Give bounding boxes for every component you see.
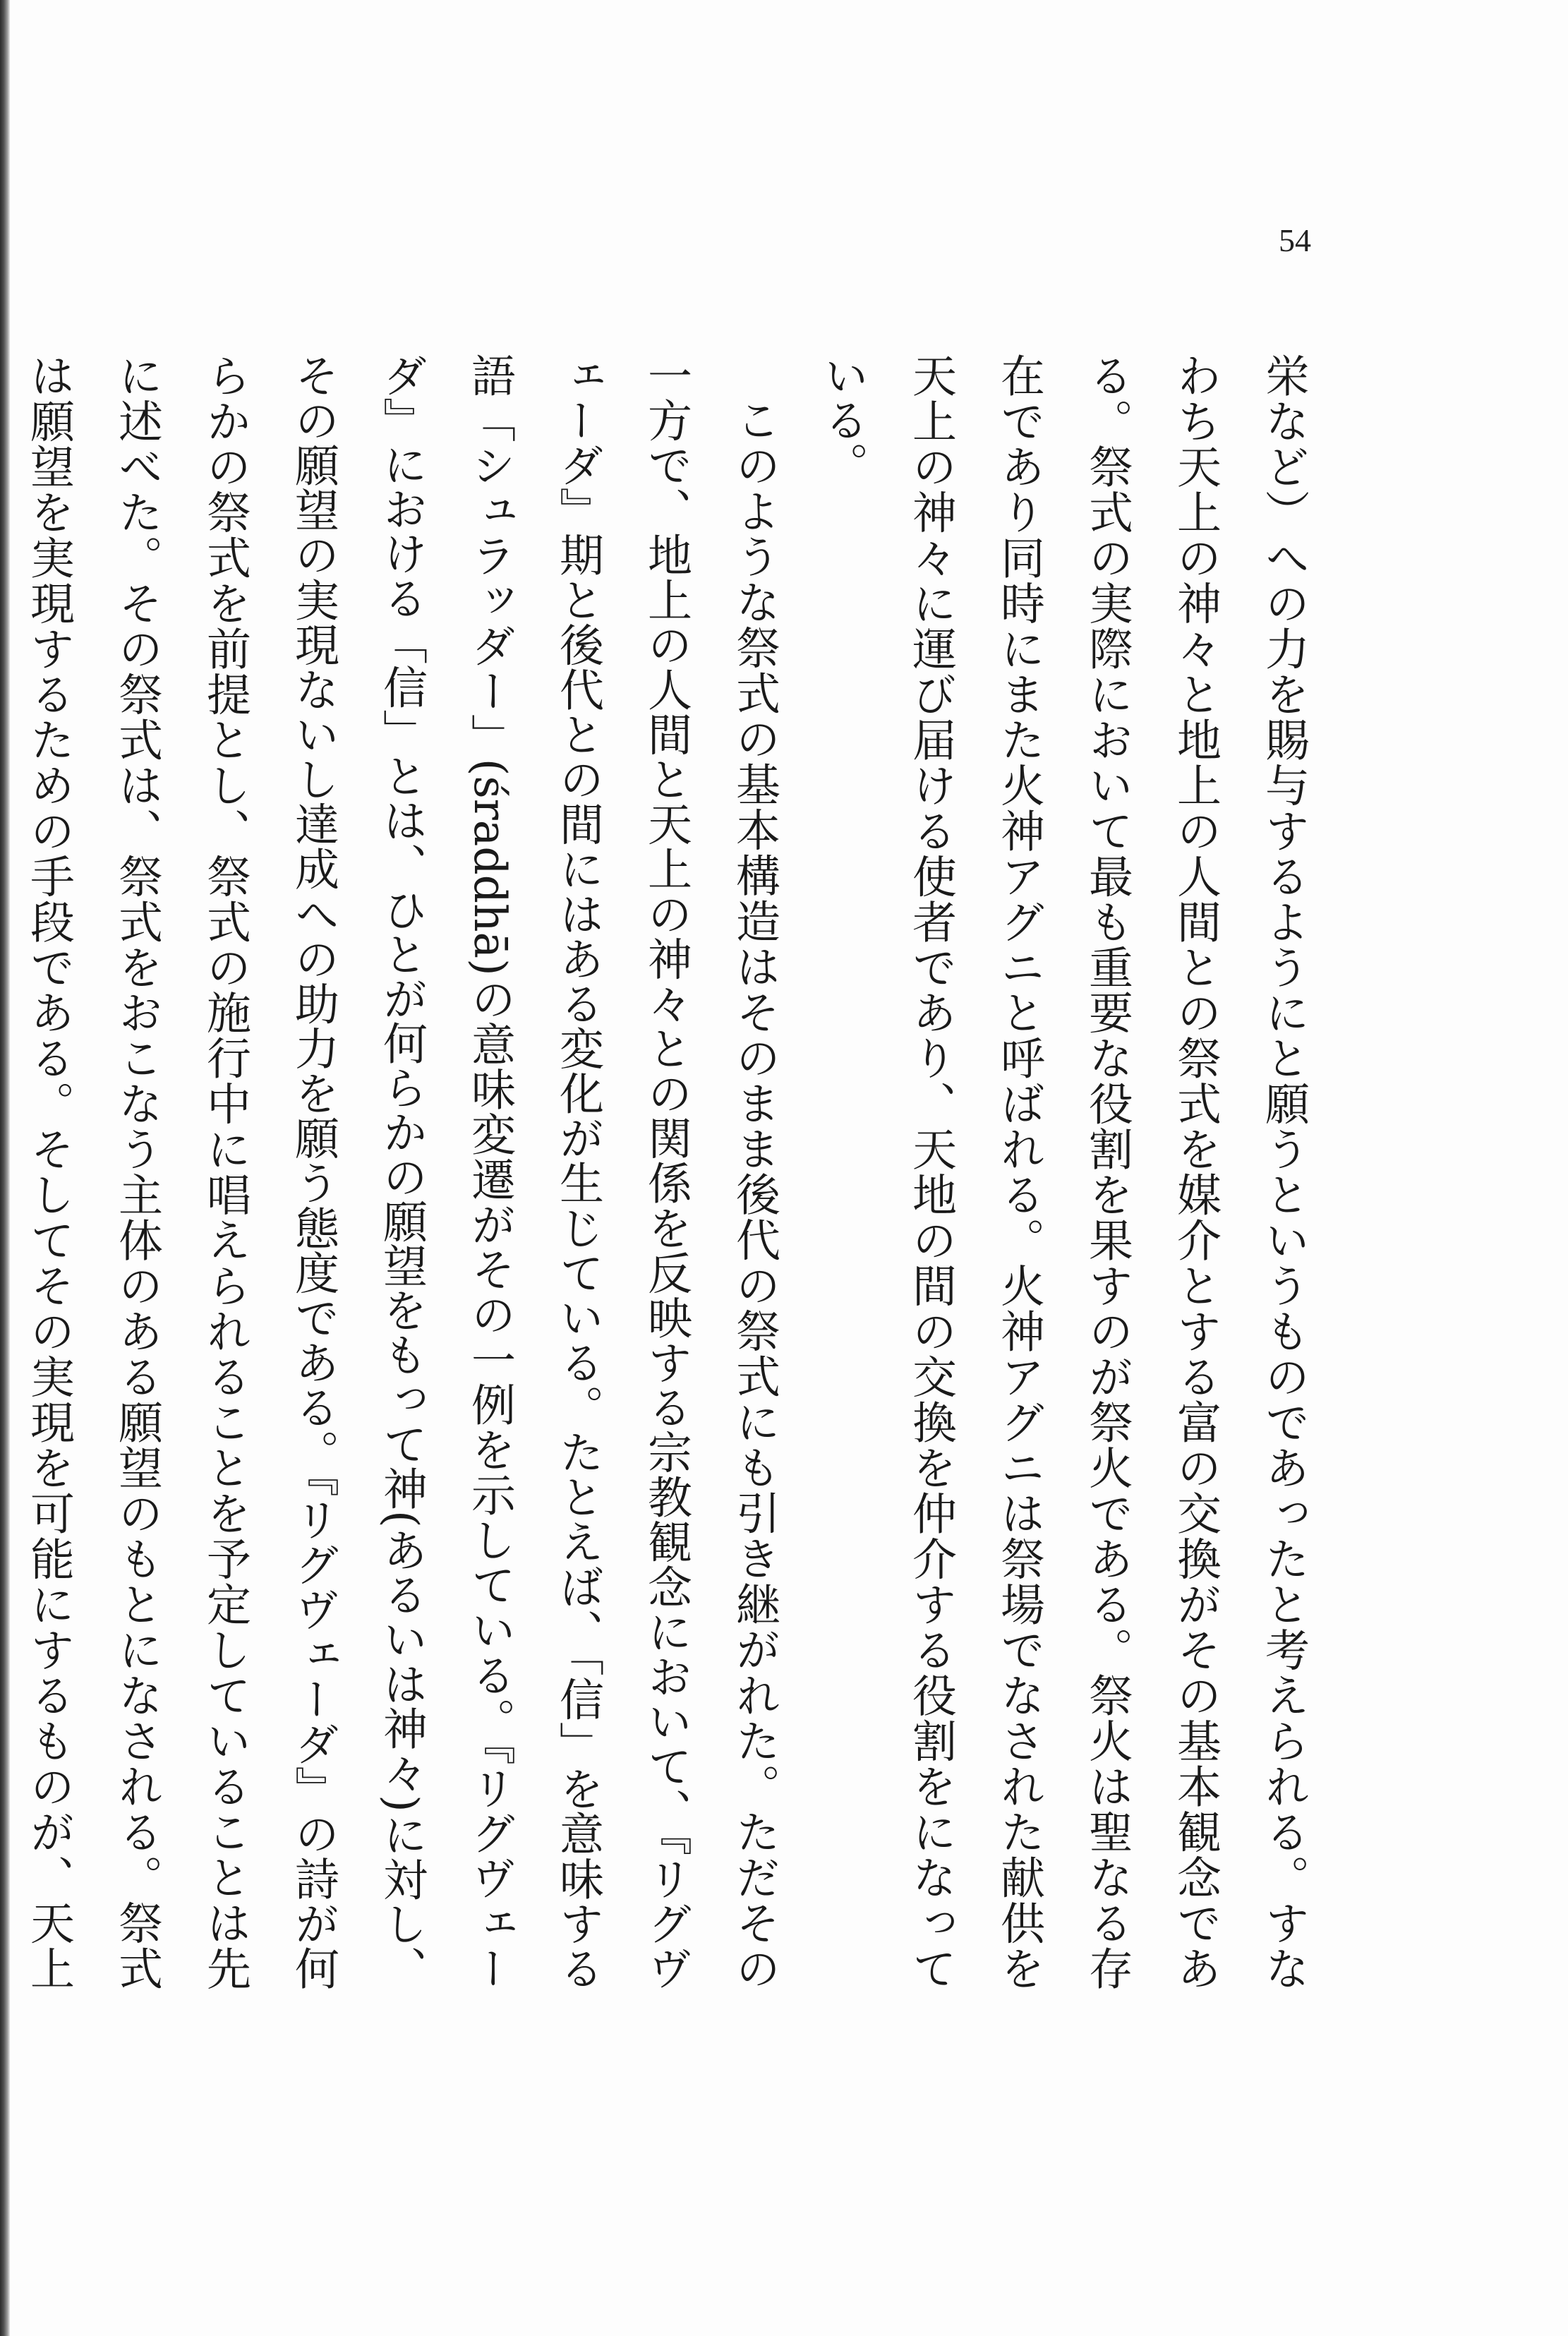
paragraph-2: このような祭式の基本構造はそのまま後代の祭式にも引き継がれた。ただその一方で、地上の人間と天上の神々との関係を反映する宗教観念において、『リグヴェーダ』期と後代との間にはある変化が生じている。たとえば、「信」を意味する語「シュラッダー」(śraddhā)の意味変遷がその一例を示している。『リグヴェーダ』における「信」とは、ひとが何らかの願望をもって神(あるいは神々)に対し、その願望の実現ないし達成への助力を願う態度である。『リグヴェーダ』の詩が何らかの祭式を前提とし、祭式の施行中に唱えられることを予定していることは先に述べた。その祭式は、祭式をおこなう主体のある願望のもとになされる。祭式は願望を実現するための手段である。そしてその実現を可能にするものが、天上 — [23, 353, 780, 1991]
paragraph-1: 栄など）への力を賜与するようにと願うというものであったと考えられる。すなわち天上の神々と地上の人間との祭式を媒介とする富の交換がその基本観念である。祭式の実際において最も重要な役割を果すのが祭火である。祭火は聖なる存在であり同時にまた火神アグニと呼ばれる。火神アグニは祭場でなされた献供を天上の神々に運び届ける使者であり、天地の間の交換を仲介する役割をになっている。 — [817, 353, 1310, 1991]
body-text — [0, 353, 1328, 1990]
page-number: 54 — [1279, 222, 1311, 258]
